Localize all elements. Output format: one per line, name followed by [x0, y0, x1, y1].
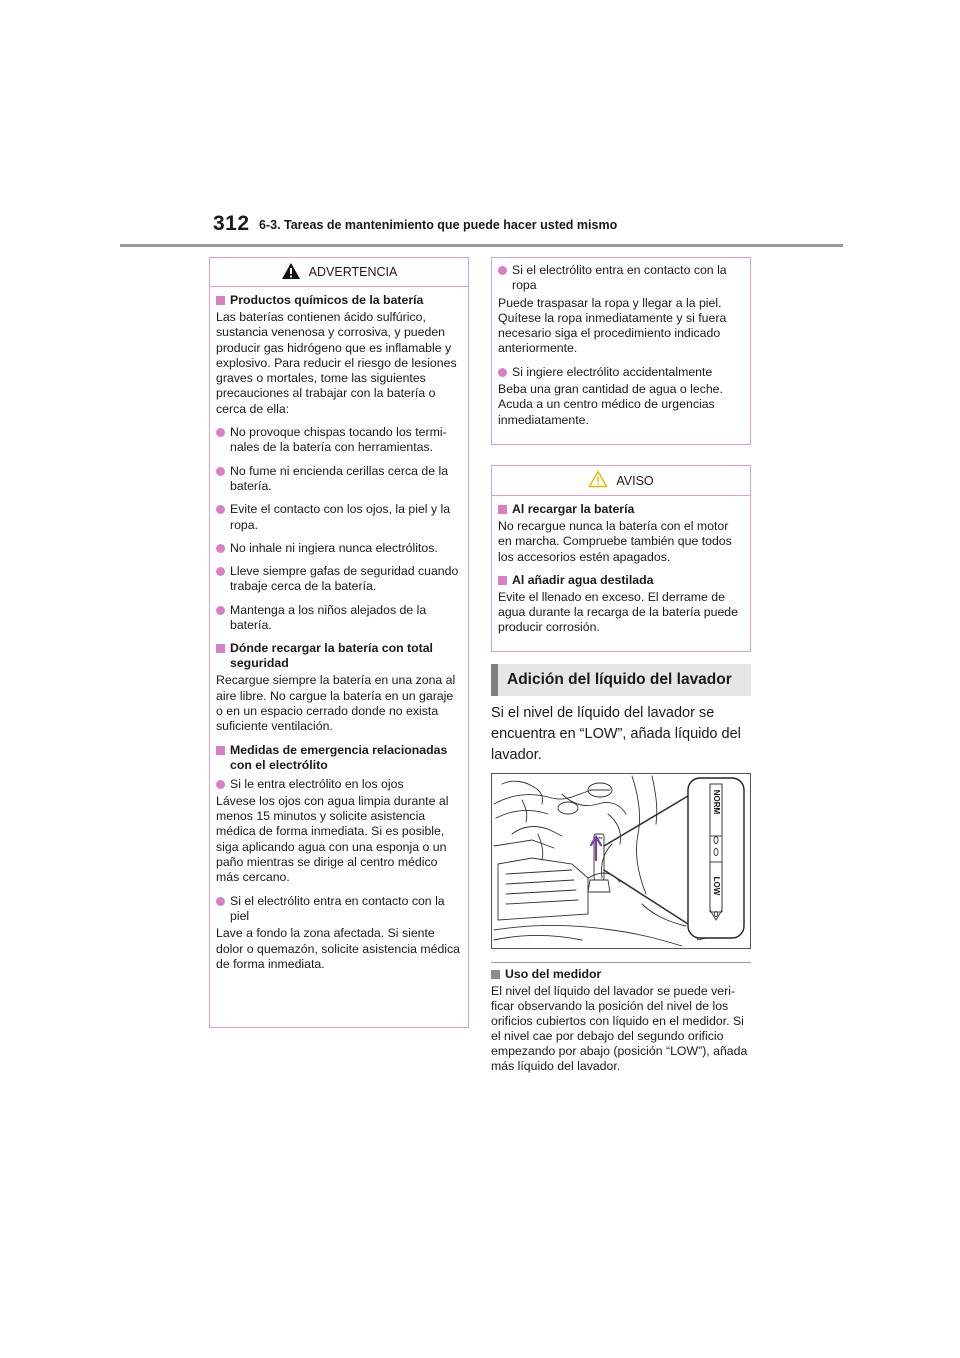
square-bullet-icon: [498, 576, 507, 585]
notice-box-body: [492, 496, 750, 650]
paragraph: Recargue siempre la batería en una zona al aire libre. No cargue la batería en un garaje o en un espacio cerrado donde no exista suficiente ventilación.: [216, 673, 456, 734]
section-heading-text: Adición del líquido del lavador: [507, 671, 732, 688]
section-title: 6-3. Tareas de mantenimiento que puede hacer usted mismo: [259, 218, 618, 232]
square-bullet-icon: [216, 296, 225, 305]
section-heading: [491, 664, 751, 696]
header-rule: [120, 244, 843, 247]
round-bullet-icon: [498, 368, 507, 377]
washer-gauge-illustration: [491, 773, 751, 949]
category-heading: Uso del medidor: [491, 967, 753, 982]
notice-box-title: AVISO: [616, 473, 654, 488]
warning-box-continued-body: [492, 258, 750, 442]
category-heading: Al recargar la batería: [498, 502, 743, 517]
square-bullet-icon: [491, 970, 500, 979]
warning-box-header: [210, 258, 468, 287]
notice-box: [491, 465, 751, 652]
square-bullet-icon: [498, 505, 507, 514]
separator-rule: [491, 962, 751, 963]
round-bullet-icon: [216, 897, 225, 906]
square-bullet-icon: [216, 746, 225, 755]
category-heading: Dónde recargar la batería con total seguridad: [216, 641, 461, 671]
bullet-item: Lleve siempre gafas de seguridad cuando trabaje cerca de la batería.: [216, 564, 461, 595]
warning-box: [209, 257, 469, 1028]
warning-triangle-icon: [281, 262, 301, 283]
warning-box-title: ADVERTENCIA: [308, 265, 398, 279]
paragraph: Lávese los ojos con agua limpia durante al menos 15 minutos y solicite asistencia médica de forma inmediata. Si es posible, siga aplicando agua con una esponja o un paño mientras se dirige al centro médico más cercano.: [216, 793, 449, 885]
paragraph: Beba una gran cantidad de agua o leche. Acuda a un centro médico de urgencias inmediatamente.: [498, 382, 723, 427]
round-bullet-icon: [216, 467, 225, 476]
square-bullet-icon: [216, 644, 225, 653]
bullet-item: Mantenga a los niños alejados de la batería.: [216, 603, 461, 634]
paragraph: Puede traspasar la ropa y llegar a la piel. Quítese la ropa inmediatamente y si fuera necesario siga el procedimiento indicado anteriormente.: [498, 295, 727, 356]
intro-paragraph: Si el nivel de líquido del lavador se encuentra en “LOW”, añada líquido del lavador.: [491, 705, 741, 763]
round-bullet-icon: [216, 606, 225, 615]
paragraph: Evite el llenado en exceso. El derrame de agua durante la recarga de la batería puede producir corrosión.: [498, 589, 738, 635]
category-heading: Productos químicos de la batería: [216, 293, 461, 308]
paragraph: No recargue nunca la batería con el motor en marcha. Compruebe también que todos los accesorios estén apagados.: [498, 519, 732, 564]
gauge-label-low: LOW: [712, 876, 721, 896]
category-heading: Al añadir agua destilada: [498, 573, 743, 588]
bullet-item: No fume ni encienda cerillas cerca de la batería.: [216, 464, 461, 495]
round-bullet-icon: [216, 567, 225, 576]
round-bullet-icon: [216, 544, 225, 553]
caution-triangle-icon: [588, 470, 608, 491]
warning-box-continued: [491, 257, 751, 445]
bullet-item: Si el electrólito entra en contacto con la ropa: [498, 263, 743, 294]
warning-box-body: [210, 287, 468, 986]
bullet-item: No inhale ni ingiera nunca electrólitos.: [216, 541, 461, 556]
round-bullet-icon: [216, 428, 225, 437]
bullet-item: Evite el contacto con los ojos, la piel y la ropa.: [216, 502, 461, 533]
page-number: 312: [213, 212, 250, 235]
paragraph: El nivel del líquido del lavador se puede veri-ficar observando la posición del nivel de los orificios cubiertos con líquido en el medidor. Si el nivel cae por debajo del segundo orificio empezando por abajo (posición “LOW”), añada más líquido del lavador.: [491, 984, 748, 1073]
bullet-item: Si ingiere electrólito accidentalmente: [498, 365, 743, 380]
category-heading: Medidas de emergencia relacionadas con el electrólito: [216, 743, 461, 773]
heading-accent-bar: [491, 664, 498, 696]
bullet-item: No provoque chispas tocando los termi-nales de la batería con herramientas.: [216, 425, 461, 456]
gauge-label-norm: NORM: [712, 789, 721, 815]
notice-box-header: [492, 466, 750, 496]
bullet-item: Si el electrólito entra en contacto con la piel: [216, 894, 461, 925]
round-bullet-icon: [498, 266, 507, 275]
paragraph: Las baterías contienen ácido sulfúrico, sustancia venenosa y corrosiva, y pueden producir gas hidrógeno que es inflamable y explosivo. Para reducir el riesgo de lesiones graves o mortales, tome las siguientes precauciones al trabajar con la batería o cerca de ella:: [216, 310, 457, 416]
gauge-usage-note: [491, 967, 753, 1082]
round-bullet-icon: [216, 505, 225, 514]
bullet-item: Si le entra electrólito en los ojos: [216, 777, 461, 792]
round-bullet-icon: [216, 780, 225, 789]
paragraph: Lave a fondo la zona afectada. Si siente dolor o quemazón, solicite asistencia médica de forma inmediata.: [216, 926, 461, 971]
